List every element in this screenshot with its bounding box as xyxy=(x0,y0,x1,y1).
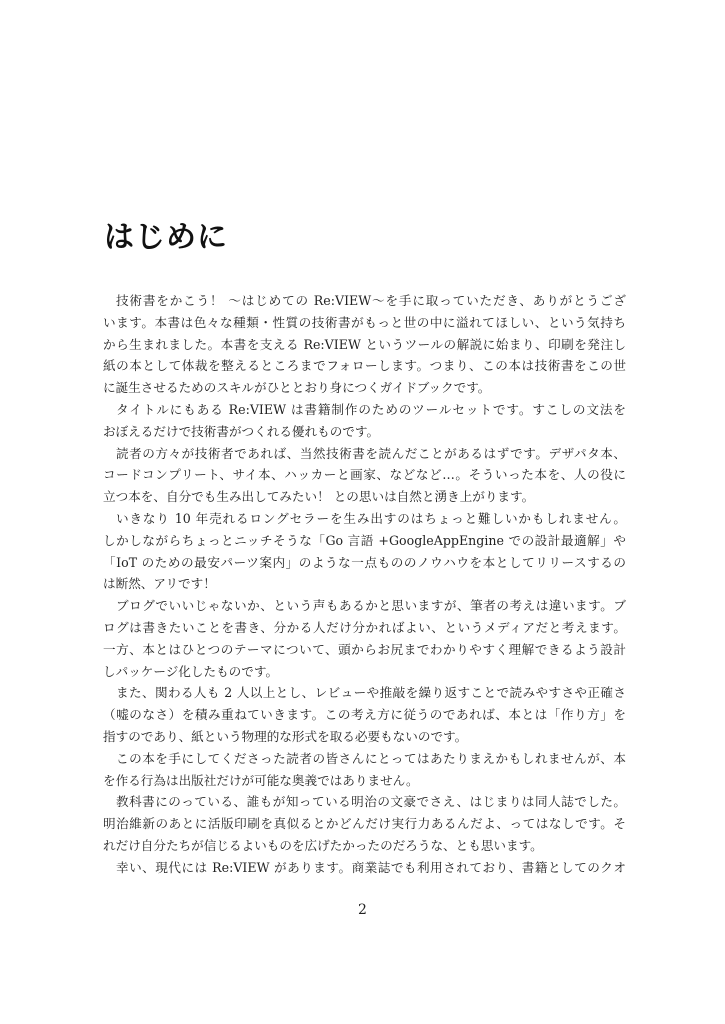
text-line: この本を手にしてくださった読者の皆さんにとってはあたりまえかもしれませんが、本 xyxy=(116,750,626,766)
paragraph xyxy=(103,399,626,443)
text-line: 読者の方々が技術者であれば、当然技術書を読んだことがあるはずです。デザパタ本、 xyxy=(116,445,626,461)
text-line: に誕生させるためのスキルがひととおり身につくガイドブックです。 xyxy=(103,380,491,396)
paragraph xyxy=(103,682,626,747)
text-line: しパッケージ化したものです。 xyxy=(103,663,279,679)
text-line: を作る行為は出版社だけが可能な奥義ではありません。 xyxy=(103,772,419,788)
text-line: は断然、アリです！ xyxy=(103,576,216,592)
chapter-title: はじめに xyxy=(104,220,228,256)
page-number: 2 xyxy=(358,902,367,918)
text-line: コードコンプリート、サイ本、ハッカーと画家、などなど…。そういった本を、人の役に xyxy=(103,467,626,483)
text-line: おぼえるだけで技術書がつくれる優れものです。 xyxy=(103,423,380,439)
body-text xyxy=(103,290,626,879)
text-line: タイトルにもある Re:VIEW は書籍制作のためのツールセットです。すこしの文法を xyxy=(116,401,626,417)
text-line: 「IoT のための最安パーツ案内」のような一点もののノウハウを本としてリリースするの xyxy=(103,554,626,570)
text-line: から生まれました。本書を支える Re:VIEW というツールの解説に始まり、印刷を発注し xyxy=(103,336,626,352)
paragraph xyxy=(103,857,626,879)
text-line: ログは書きたいことを書き、分かる人だけ分かればよい、というメディアだと考えます。 xyxy=(103,619,626,635)
text-line: います。本書は色々な種類・性質の技術書がもっと世の中に溢れてほしい、という気持ち xyxy=(103,314,626,330)
text-line: 一方、本とはひとつのテーマについて、頭からお尻までわかりやすく理解できるよう設計 xyxy=(103,641,626,657)
text-line: れだけ自分たちが信じるよいものを広げたかったのだろうな、とも思います。 xyxy=(103,837,543,853)
text-line: ブログでいいじゃないか、という声もあるかと思いますが、筆者の考えは違います。ブ xyxy=(116,598,626,614)
text-line: 明治維新のあとに活版印刷を真似るとかどんだけ実行力あるんだよ、ってはなしです。そ xyxy=(103,816,626,832)
text-line: 立つ本を、自分でも生み出してみたい！ との思いは自然と湧き上がります。 xyxy=(103,489,535,505)
text-line: （嘘のなさ）を積み重ねていきます。この考え方に従うのであれば、本とは「作り方」を xyxy=(103,707,626,723)
paragraph xyxy=(103,595,626,682)
text-line: 技術書をかこう！ 〜はじめての Re:VIEW〜を手に取っていただき、ありがとうござ xyxy=(116,293,626,308)
text-line: また、関わる人も 2 人以上とし、レビューや推敲を繰り返すことで読みやすさや正確さ xyxy=(116,685,626,701)
text-line: しかしながらちょっとニッチそうな「Go 言語 +GoogleAppEngine での設計最適解」や xyxy=(103,532,626,548)
text-line: いきなり 10 年売れるロングセラーを生み出すのはちょっと難しいかもしれません。 xyxy=(116,510,626,526)
text-line: 指すのであり、紙という物理的な形式を取る必要もないのです。 xyxy=(103,728,468,744)
paragraph xyxy=(103,508,626,595)
text-line: 紙の本として体裁を整えるところまでフォローします。つまり、この本は技術書をこの世 xyxy=(103,358,626,374)
paragraph xyxy=(103,290,626,399)
text-line: 幸い、現代には Re:VIEW があります。商業誌でも利用されており、書籍としてのクオ xyxy=(116,859,626,875)
text-line: 教科書にのっている、誰もが知っている明治の文豪でさえ、はじまりは同人誌でした。 xyxy=(116,794,626,810)
paragraph xyxy=(103,443,626,508)
paragraph xyxy=(103,791,626,856)
paragraph xyxy=(103,748,626,792)
